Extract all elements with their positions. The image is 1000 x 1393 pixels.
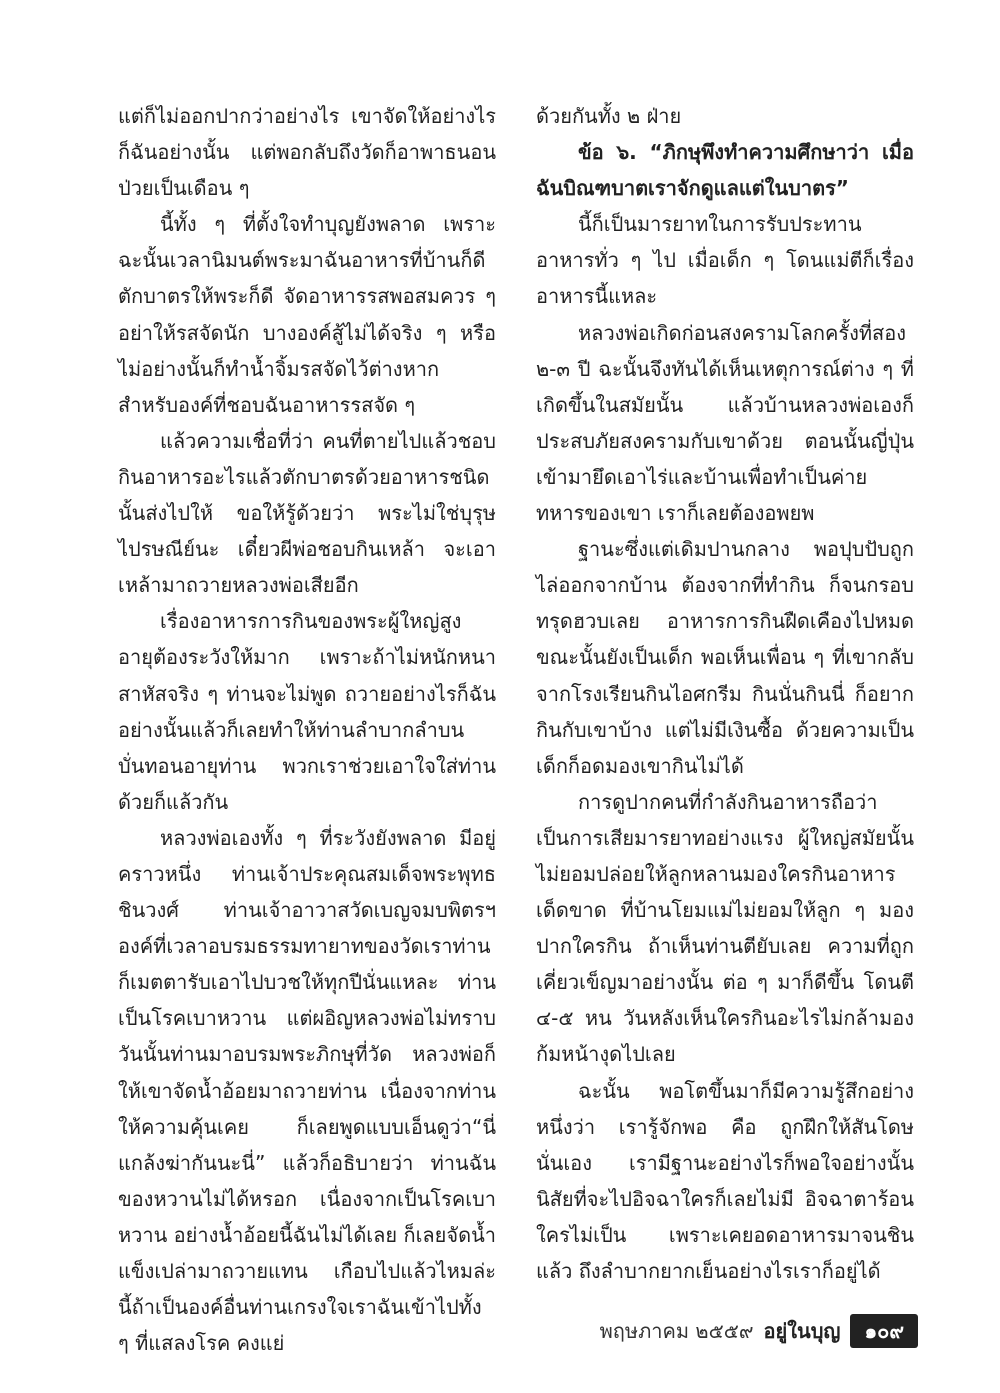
issue-date: พฤษภาคม ๒๕๕๙: [599, 1319, 754, 1343]
paragraph: การดูปากคนที่กำลังกินอาหารถือว่าเป็นการเสียมารยาทอย่างแรง ผู้ใหญ่สมัยนั้นไม่ยอมปล่อยให้ลูกหลานมองใครกินอาหารเด็ดขาด ที่บ้านโยมแม่ไม่ยอมให้ลูก ๆ มองปากใครกิน ถ้าเห็นท่านตียับเลย ความที่ถูกเคี่ยวเข็ญมาอย่างนั้น ต่อ ๆ มาก็ดีขึ้น โดนตี ๔-๕ หน วันหลังเห็นใครกินอะไรไม่กล้ามอง ก้มหน้างุดไปเลย: [536, 789, 914, 1067]
paragraph: เรื่องอาหารการกินของพระผู้ใหญ่สูงอายุต้องระวังให้มาก เพราะถ้าไม่หนักหนาสาหัสจริง ๆ ท่านจะไม่พูด ถวายอย่างไรก็ฉันอย่างนั้นแล้วก็เลยทำให้ท่านลำบากลำบน บั่นทอนอายุท่าน พวกเราช่วยเอาใจใส่ท่านด้วยก็แล้วกัน: [118, 609, 496, 814]
left-column: [118, 98, 496, 1361]
paragraph: แล้วความเชื่อที่ว่า คนที่ตายไปแล้วชอบกินอาหารอะไรแล้วตักบาตรด้วยอาหารชนิดนั้นส่งไปให้ ขอให้รู้ด้วยว่า พระไม่ใช่บุรุษไปรษณีย์นะ เดี๋ยวผีพ่อชอบกินเหล้า จะเอาเหล้ามาถวายหลวงพ่อเสียอีก: [118, 428, 496, 598]
rule-heading: ข้อ ๖. “ภิกษุพึงทำความศึกษาว่า เมื่อฉันบิณฑบาตเราจักดูแลแต่ในบาตร”: [536, 140, 914, 201]
paragraph: หลวงพ่อเกิดก่อนสงครามโลกครั้งที่สอง ๒-๓ ปี ฉะนั้นจึงทันได้เห็นเหตุการณ์ต่าง ๆ ที่เกิดขึ้นในสมัยนั้น แล้วบ้านหลวงพ่อเองก็ประสบภัยสงครามกับเขาด้วย ตอนนั้นญี่ปุ่นเข้ามายึดเอาไร่และบ้านเพื่อทำเป็นค่ายทหารของเขา เราก็เลยต้องอพยพ: [536, 320, 914, 526]
page-footer: [600, 1313, 918, 1349]
magazine-name: อยู่ในบุญ: [763, 1319, 841, 1343]
paragraph: นี้ทั้ง ๆ ที่ตั้งใจทำบุญยังพลาด เพราะฉะนั้นเวลานิมนต์พระมาฉันอาหารที่บ้านก็ดีตักบาตรให้พระก็ดี จัดอาหารรสพอสมควร ๆ อย่าให้รสจัดนัก บางองค์สู้ไม่ได้จริง ๆ หรือไม่อย่างนั้นก็ทำน้ำจิ้มรสจัดไว้ต่างหาก สำหรับองค์ที่ชอบฉันอาหารรสจัด ๆ: [118, 212, 496, 417]
paragraph: หลวงพ่อเองทั้ง ๆ ที่ระวังยังพลาด มีอยู่คราวหนึ่ง ท่านเจ้าประคุณสมเด็จพระพุทธชินวงศ์ ท่านเจ้าอาวาสวัดเบญจมบพิตรฯ องค์ที่เวลาอบรมธรรมทายาทของวัดเราท่านก็เมตตารับเอาไปบวชให้ทุกปีนั่นแหละ ท่านเป็นโรคเบาหวาน แต่ผอิญหลวงพ่อไม่ทราบ วันนั้นท่านมาอบรมพระภิกษุที่วัด หลวงพ่อก็ให้เขาจัดน้ำอ้อยมาถวายท่าน เนื่องจากท่านให้ความคุ้นเคย ก็เลยพูดแบบเอ็นดูว่า“นี่แกล้งฆ่ากันนะนี่” แล้วก็อธิบายว่า ท่านฉันของหวานไม่ได้หรอก เนื่องจากเป็นโรคเบาหวาน อย่างน้ำอ้อยนี้ฉันไม่ได้เลย ก็เลยจัดน้ำแข็งเปล่ามาถวายแทน เกือบไปแล้วไหมล่ะ นี้ถ้าเป็นองค์อื่นท่านเกรงใจเราฉันเข้าไปทั้ง ๆ ที่แสลงโรค คงแย่: [118, 825, 496, 1356]
paragraph: แต่ก็ไม่ออกปากว่าอย่างไร เขาจัดให้อย่างไรก็ฉันอย่างนั้น แต่พอกลับถึงวัดก็อาพาธนอนป่วยเป็นเดือน ๆ: [118, 104, 496, 201]
paragraph: ฉะนั้น พอโตขึ้นมาก็มีความรู้สึกอย่างหนึ่งว่า เรารู้จักพอ คือ ถูกฝึกให้สันโดษนั่นเอง เรามีฐานะอย่างไรก็พอใจอย่างนั้น นิสัยที่จะไปอิจฉาใครก็เลยไม่มี อิจฉาตาร้อนใครไม่เป็น เพราะเคยอดอาหารมาจนชินแล้ว ถึงลำบากยากเย็นอย่างไรเราก็อยู่ได้: [536, 1078, 914, 1283]
paragraph: นี้ก็เป็นมารยาทในการรับประทานอาหารทั่ว ๆ ไป เมื่อเด็ก ๆ โดนแม่ตีก็เรื่องอาหารนี้แหละ: [536, 212, 914, 309]
paragraph: ฐานะซึ่งแต่เดิมปานกลาง พอปุบปับถูกไล่ออกจากบ้าน ต้องจากที่ทำกิน ก็จนกรอบทรุดฮวบเลย อาหารการกินฝืดเคืองไปหมด ขณะนั้นยังเป็นเด็ก พอเห็นเพื่อน ๆ ที่เขากลับจากโรงเรียนกินไอศกรีม กินนั่นกินนี่ ก็อยากกินกับเขาบ้าง แต่ไม่มีเงินซื้อ ด้วยความเป็นเด็กก็อดมองเขากินไม่ได้: [536, 537, 914, 778]
right-column: [536, 98, 914, 1289]
paragraph: ด้วยกันทั้ง ๒ ฝ่าย: [536, 104, 682, 128]
page-number: ๑๐๙: [850, 1314, 918, 1348]
